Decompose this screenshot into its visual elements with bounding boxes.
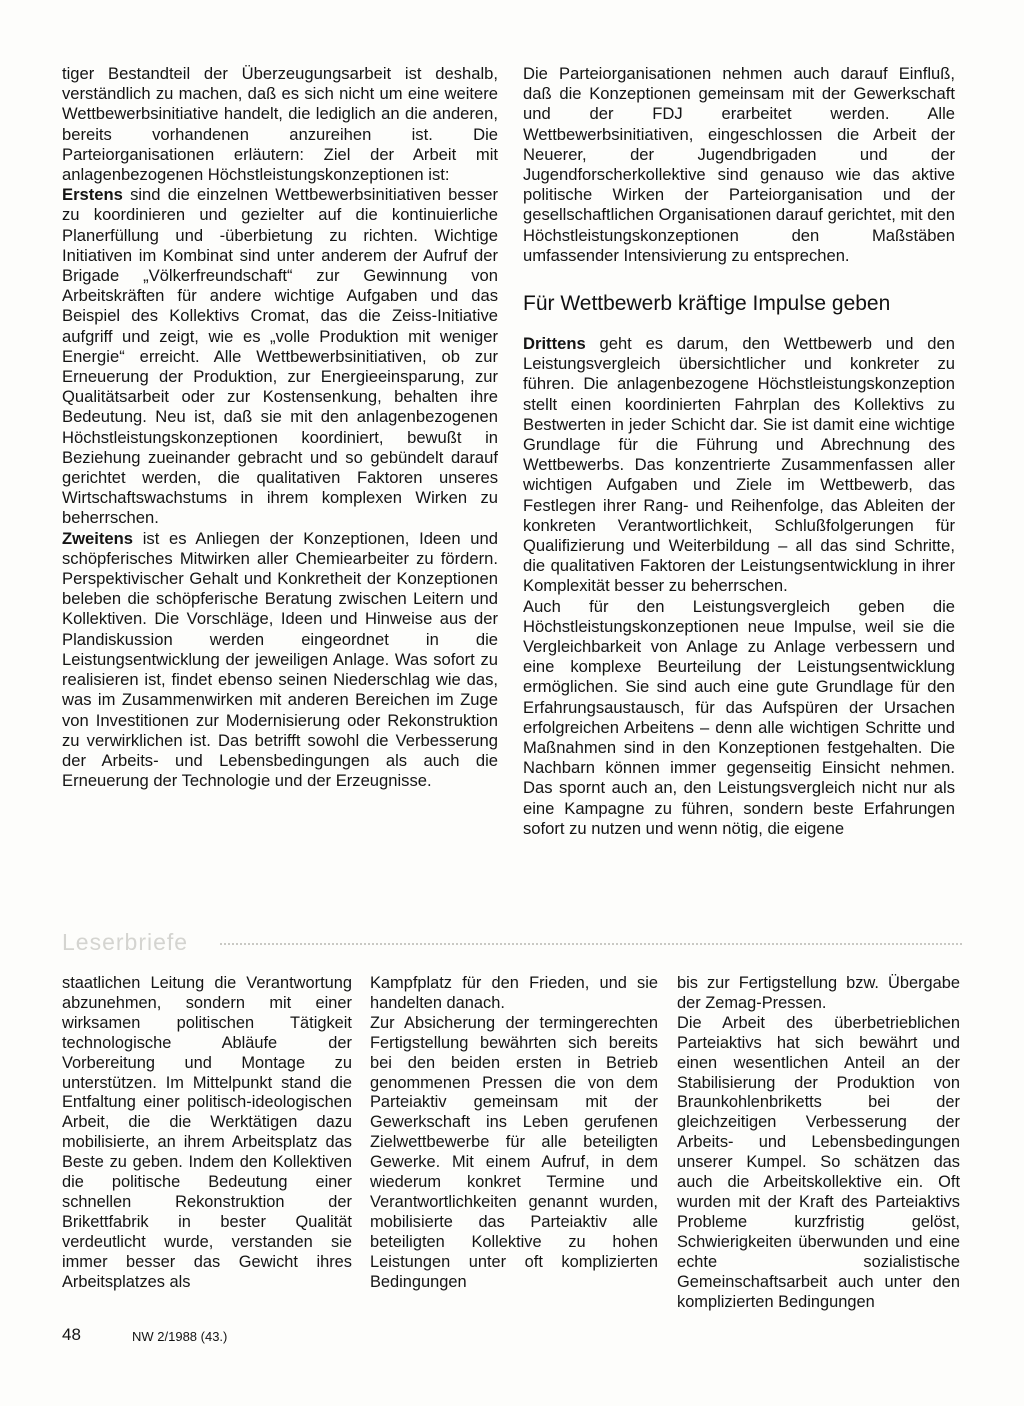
lead-word-zweitens: Zweitens [62,528,134,548]
letters-column-3 [677,974,960,1312]
letters-paragraph-2a: Kampfplatz für den Frieden, und sie handelten danach. [370,974,658,1012]
letters-paragraph-3a: bis zur Fertigstellung bzw. Übergabe der Zemag-Pressen. [677,974,960,1012]
paragraph-intro: tiger Bestandteil der Überzeugungsarbeit ist deshalb, verständlich zu machen, daß es sich nicht um eine weitere Wettbewerbsinitiative handelt, die lediglich an die anderen, bereits vorhandenen anzureihen ist. Die Parteiorganisationen erläutern: Ziel der Arbeit mit anlagenbezogenen Höchstleistungskonzeptionen ist: [62,64,498,185]
paragraph-zweitens [62,529,498,792]
article-column-right-lower [523,334,955,839]
paragraph-leistungsvergleich: Auch für den Leistungsvergleich geben die Höchstleistungskonzeptionen neue Impulse, weil sie die Vergleichbarkeit von Anlage zu Anlage verbessern und eine komplexe Beurteilung der Leistungsentwicklung ermöglichen. Sie sind auch eine gute Grundlage für den Erfahrungsaustausch, für das Aufspüren der Ursachen erfolgreichen Arbeitens – denn alle wichtigen Schritte und Maßnahmen sind in den Konzeptionen festgehalten. Die Nachbarn können immer gegenseitig Einsicht nehmen. Das spornt auch an, den Leistungsvergleich nicht nur als eine Kampagne zu führen, sondern beste Erfahrungen sofort zu nutzen und wenn nötig, die eigene [523,596,955,838]
section-label-leserbriefe: Leserbriefe [62,929,189,955]
paragraph-parteiorganisationen: Die Parteiorganisationen nehmen auch darauf Einfluß, daß die Konzeptionen gemeinsam mit der Gewerkschaft und der FDJ erarbeitet werden. Alle Wettbewerbsinitiativen, eingeschlossen die Arbeit der Neuerer, der Jugendbrigaden und der Jugendforscherkollektive sind genauso wie das aktive politische Wirken der Parteiorganisation und der gesellschaftlichen Organisationen darauf gerichtet, mit den Höchstleistungskonzeptionen den Maßstäben umfassender Intensivierung zu entsprechen. [523,64,955,265]
letters-paragraph-3b: Die Arbeit des überbetrieblichen Parteiaktivs hat sich bewährt und einen wesentlichen Anteil an der Stabilisierung der Produktion von Braunkohlenbriketts bei der gleichzeitigen Verbesserung der Arbeits- und Lebensbedingungen unserer Kumpel. So schätzen das auch die Arbeitskollektive ein. Oft wurden mit der Kraft des Parteiaktivs Probleme kurzfristig gelöst, Schwierigkeiten überwunden und eine echte sozialistische Gemeinschaftsarbeit auch unter den komplizierten Bedingungen [677,1013,960,1311]
paragraph-zweitens-text: ist es Anliegen der Konzeptionen, Ideen und schöpferisches Mitwirken aller Chemiearbeiter zu fördern. Perspektivischer Gehalt und Konkretheit der Konzeptionen beleben die schöpferische Beratung zwischen Leitern und Kollektiven. Die Vorschläge, Ideen und Hinweise aus der Plandiskussion werden eingeordnet in die Leistungsentwicklung der jeweiligen Anlage. Was sofort zu realisieren ist, findet ebenso seinen Niederschlag wie das, was im Zusammenwirken mit anderen Bereichen im Zuge von Investitionen zur Modernisierung oder Rekonstruktion zu verwirklichen ist. Das betrifft sowohl die Verbesserung der Arbeits- und Lebensbedingungen als auch die Erneuerung der Technologie und der Erzeugnisse. [62,528,498,791]
paragraph-drittens [523,334,955,597]
dotted-divider [220,943,962,945]
letters-column-2 [370,974,658,1293]
paragraph-erstens [62,185,498,528]
issue-label: NW 2/1988 (43.) [132,1329,228,1344]
paragraph-drittens-text: geht es darum, den Wettbewerb und den Leistungsvergleich übersichtlicher und konkreter zu führen. Die anlagenbezogene Höchstleistungskonzeption stellt einen koordinierten Fahrplan des Kollektivs zu Bestwerten in jeder Schicht dar. Sie ist damit eine wichtige Grundlage für die Führung und Abrechnung des Wettbewerbs. Das konzentrierte Zusammenfassen aller wichtigen Aufgaben und Ziele im Wettbewerb, das Festlegen ihrer Rang- und Reihenfolge, das Ableiten der konkreten Verantwortlichkeit, Schlußfolgerungen für Qualifizierung und Weiterbildung – all das sind Schritte, die qualitativen Faktoren der Leistungsentwicklung in ihrer Komplexität besser zu beherrschen. [523,334,955,596]
leserbriefe-banner [62,928,962,956]
paragraph-erstens-text: sind die einzelnen Wettbewerbsinitiativen besser zu koordinieren und gezielter auf die kontinuierliche Planerfüllung und -überbietung zu richten. Wichtige Initiativen im Kombinat sind unter anderem der Aufruf der Brigade „Völkerfreundschaft“ zur Gewinnung von Arbeitskräften für andere wichtige Aufgaben und das Beispiel des Kollektivs Cromat, das die Zeiss-Initiative aufgriff und zeigt, wie es „volle Produktion mit weniger Energie“ erreicht. Alle Wettbewerbsinitiativen, ob zur Erneuerung der Produktion, zur Energieeinsparung, zur Qualitätsarbeit oder zur Kostensenkung, behalten ihre Bedeutung. Neu ist, daß sie mit den anlagenbezogenen Höchstleistungskonzeptionen koordiniert, bewußt in Beziehung zueinander gebracht und so gebündelt darauf gerichtet werden, die qualitativen Faktoren unseres Wirtschaftswachstums in ihrem komplexen Wirken zu beherrschen. [62,185,498,528]
page-number: 48 [62,1325,81,1344]
section-heading: Für Wettbewerb kräftige Impulse geben [523,292,891,315]
lead-word-erstens: Erstens [62,185,123,205]
article-column-right [523,64,955,266]
letters-paragraph-2b: Zur Absicherung der termingerechten Fertigstellung bewährten sich bereits bei den beiden ersten in Betrieb genommenen Pressen die von dem Parteiaktiv gemeinsam mit der Gewerkschaft ins Leben gerufenen Zielwettbewerbe für alle beteiligten Gewerke. Mit einem Aufruf, in dem wiederum konkret Termine und Verantwortlichkeiten genannt wurden, mobilisierte das Parteiaktiv alle beteiligten Kollektive zu hohen Leistungen unter oft komplizierten Bedingungen [370,1013,658,1291]
article-column-left [62,64,498,791]
letters-column-1 [62,974,352,1293]
letters-paragraph-1: staatlichen Leitung die Verantwortung abzunehmen, sondern mit einer wirksamen politischen Tätigkeit technologische Abläufe der Vorbereitung und Montage zu unterstützen. Im Mittelpunkt stand die Entfaltung einer politisch-ideologischen Arbeit, die die Werktätigen dazu mobilisierte, an ihrem Arbeitsplatz das Beste zu geben. Indem den Kollektiven die politische Bedeutung einer schnellen Rekonstruktion der Brikettfabrik in bester Qualität verdeutlicht wurde, verstanden sie immer besser das Gewicht ihres Arbeitsplatzes als [62,974,352,1291]
lead-word-drittens: Drittens [523,334,586,353]
